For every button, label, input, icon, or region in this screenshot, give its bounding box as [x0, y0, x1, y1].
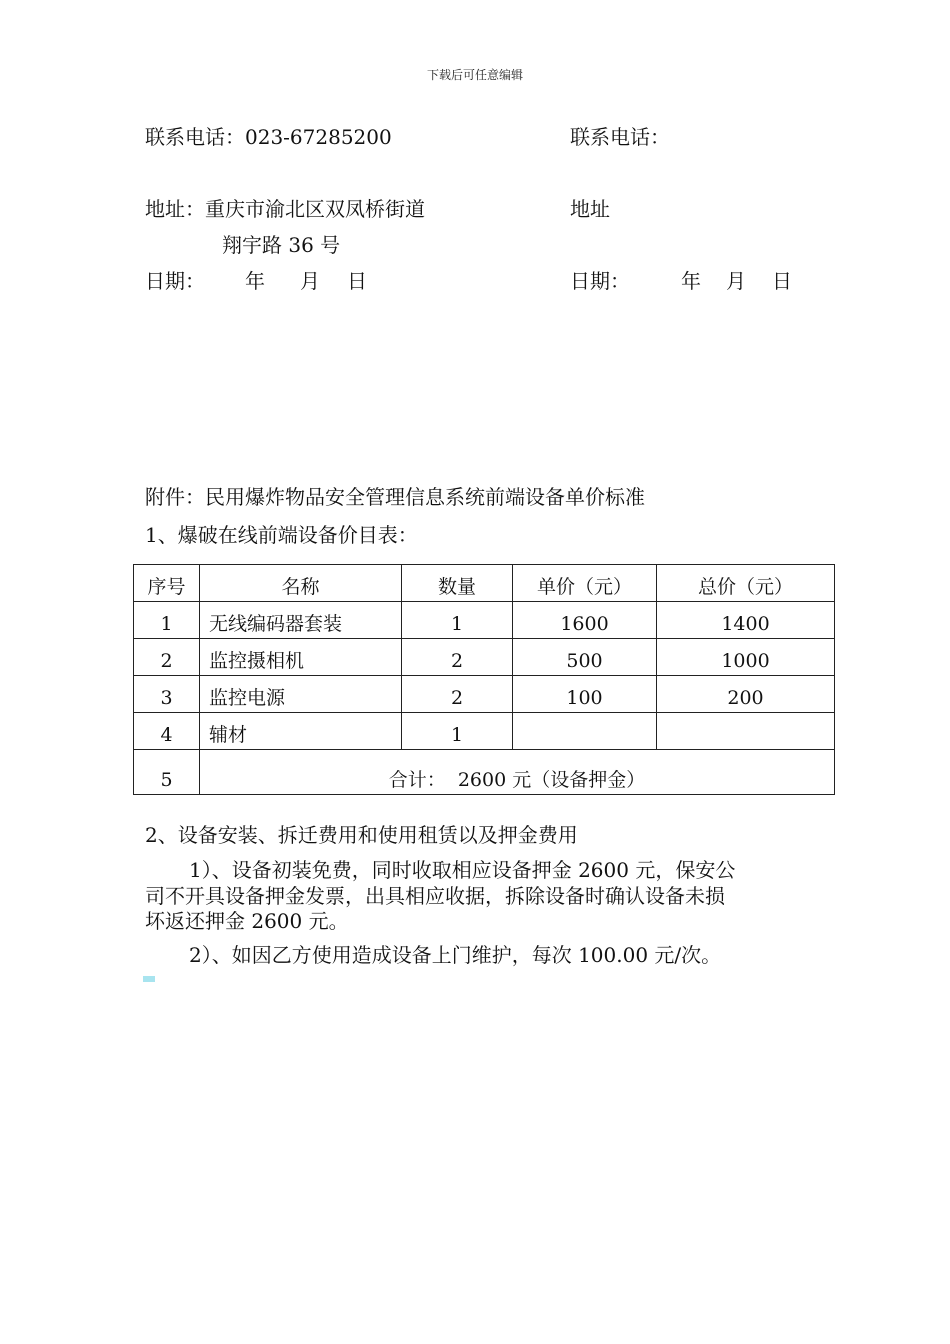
- row-unit-price: 500: [513, 639, 657, 676]
- row-item-name: 监控电源: [200, 676, 402, 713]
- section2-title: 2、设备安装、拆迁费用和使用租赁以及押金费用: [145, 823, 578, 847]
- row-quantity: 1: [402, 713, 513, 750]
- party-a-date-month: 月: [300, 269, 320, 293]
- row-total-price: 1400: [657, 602, 835, 639]
- party-b-date-year: 年: [681, 269, 701, 293]
- row-index: 3: [134, 676, 200, 713]
- row-index: 4: [134, 713, 200, 750]
- row-quantity: 1: [402, 602, 513, 639]
- attachment-title: 附件：民用爆炸物品安全管理信息系统前端设备单价标准: [145, 485, 645, 509]
- row-total-price: [657, 713, 835, 750]
- party-b-date-month: 月: [726, 269, 746, 293]
- row-index: 1: [134, 602, 200, 639]
- highlight-mark: [143, 976, 155, 982]
- party-b-date-day: 日: [772, 269, 792, 293]
- row-total-price: 1000: [657, 639, 835, 676]
- table-header-cell: 名称: [200, 565, 402, 602]
- row-index: 2: [134, 639, 200, 676]
- para1-line1: 1）、设备初装免费，同时收取相应设备押金 2600 元，保安公: [189, 858, 736, 882]
- page-header-note: 下载后可任意编辑: [426, 68, 523, 82]
- table-header-cell: 单价（元）: [513, 565, 657, 602]
- row-unit-price: 1600: [513, 602, 657, 639]
- para1-line3: 坏返还押金 2600 元。: [145, 909, 349, 933]
- table-row: [134, 639, 835, 676]
- party-a-date-label: 日期：: [145, 269, 205, 293]
- row-item-name: 辅材: [200, 713, 402, 750]
- table-header-cell: 总价（元）: [657, 565, 835, 602]
- row-item-name: 无线编码器套装: [200, 602, 402, 639]
- total-row-index: 5: [134, 750, 200, 795]
- total-amount: 合计： 2600 元（设备押金）: [200, 750, 835, 795]
- row-item-name: 监控摄相机: [200, 639, 402, 676]
- party-a-phone: 联系电话：023-67285200: [145, 125, 392, 149]
- party-a-date-year: 年: [245, 269, 265, 293]
- price-table: [133, 564, 835, 795]
- table-total-row: [134, 750, 835, 795]
- table-header-cell: 数量: [402, 565, 513, 602]
- table-row: [134, 713, 835, 750]
- row-quantity: 2: [402, 639, 513, 676]
- row-unit-price: [513, 713, 657, 750]
- party-b-phone: 联系电话：: [570, 125, 670, 149]
- row-quantity: 2: [402, 676, 513, 713]
- row-unit-price: 100: [513, 676, 657, 713]
- para1-line2: 司不开具设备押金发票，出具相应收据，拆除设备时确认设备未损: [145, 884, 725, 908]
- table-header-row: [134, 565, 835, 602]
- table-row: [134, 602, 835, 639]
- table-row: [134, 676, 835, 713]
- para2: 2）、如因乙方使用造成设备上门维护，每次 100.00 元/次。: [189, 943, 722, 967]
- party-a-date-day: 日: [347, 269, 367, 293]
- party-b-address: 地址: [570, 197, 610, 221]
- party-a-address-line2: 翔宇路 36 号: [222, 233, 341, 257]
- row-total-price: 200: [657, 676, 835, 713]
- section1-title: 1、爆破在线前端设备价目表：: [145, 523, 418, 547]
- party-b-date-label: 日期：: [570, 269, 630, 293]
- table-header-cell: 序号: [134, 565, 200, 602]
- party-a-address-line1: 地址：重庆市渝北区双凤桥街道: [145, 197, 425, 221]
